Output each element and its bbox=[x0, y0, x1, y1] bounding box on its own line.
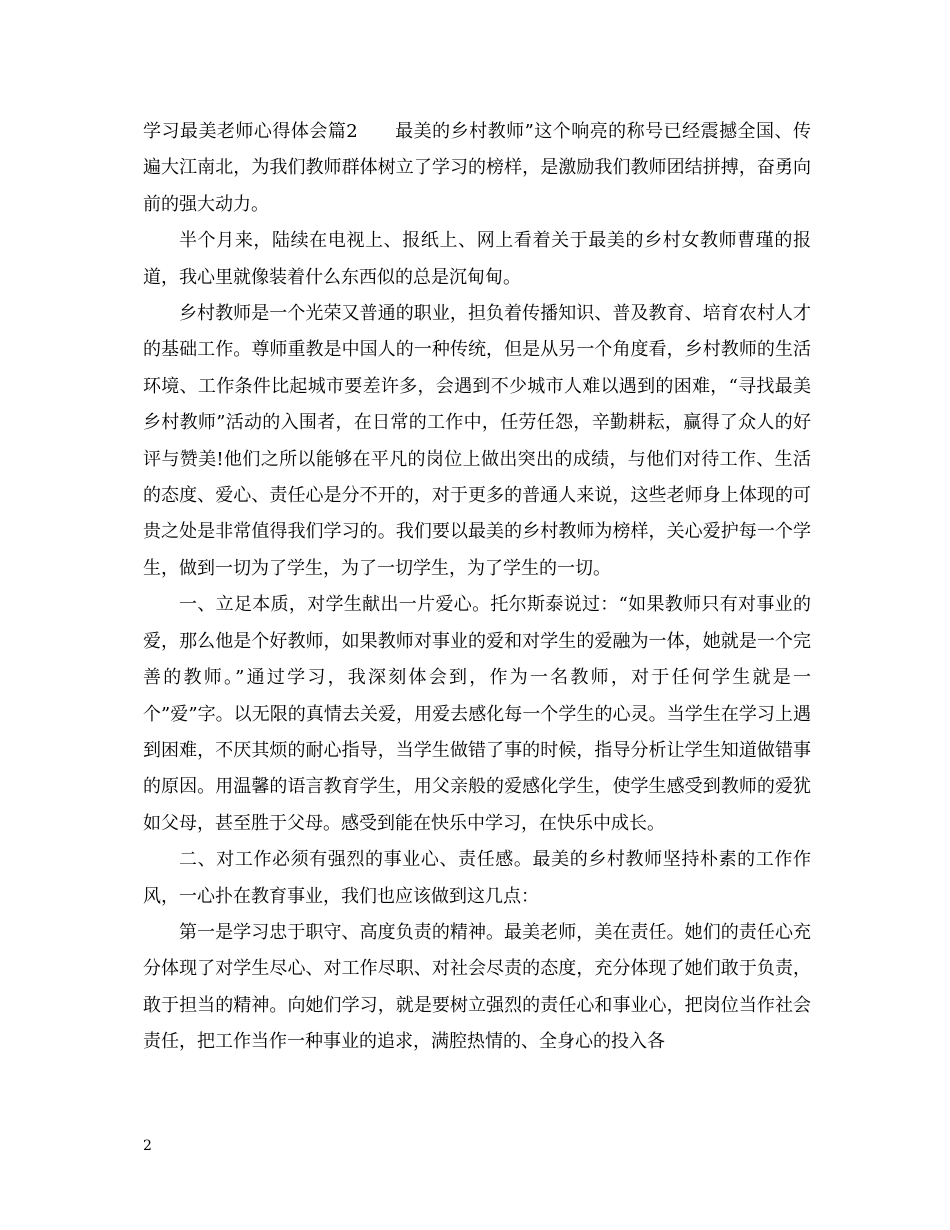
paragraph-1: 学习最美老师心得体会篇2 最美的乡村教师”这个响亮的称号已经震撼全国、传遍大江南北，为我们教师群体树立了学习的榜样，是激励我们教师团结拼搏，奋勇向前的强大动力。 bbox=[143, 121, 811, 215]
body-text bbox=[143, 114, 811, 1061]
paragraph-5: 二、对工作必须有强烈的事业心、责任感。最美的乡村教师坚持朴素的工作作风，一心扑在教育事业，我们也应该做到这几点： bbox=[143, 849, 811, 907]
paragraph-4: 一、立足本质，对学生献出一片爱心。托尔斯泰说过：“如果教师只有对事业的爱，那么他是个好教师，如果教师对事业的爱和对学生的爱融为一体，她就是一个完善的教师。”通过学习，我深刻体会到，作为一名教师，对于任何学生就是一个”爱”字。以无限的真情去关爱，用爱去感化每一个学生的心灵。当学生在学习上遇到困难，不厌其烦的耐心指导，当学生做错了事的时候，指导分析让学生知道做错事的原因。用温馨的语言教育学生，用父亲般的爱感化学生，使学生感受到教师的爱犹如父母，甚至胜于父母。感受到能在快乐中学习，在快乐中成长。 bbox=[143, 594, 811, 834]
page-number: 2 bbox=[143, 1138, 152, 1154]
paragraph-2: 半个月来，陆续在电视上、报纸上、网上看着关于最美的乡村女教师曹瑾的报道，我心里就像装着什么东西似的总是沉甸甸。 bbox=[143, 230, 811, 288]
paragraph-6: 第一是学习忠于职守、高度负责的精神。最美老师，美在责任。她们的责任心充分体现了对学生尽心、对工作尽职、对社会尽责的态度，充分体现了她们敢于负责，敢于担当的精神。向她们学习，就是要树立强烈的责任心和事业心，把岗位当作社会责任，把工作当作一种事业的追求，满腔热情的、全身心的投入各 bbox=[143, 921, 811, 1053]
paragraph-3: 乡村教师是一个光荣又普通的职业，担负着传播知识、普及教育、培育农村人才的基础工作。尊师重教是中国人的一种传统，但是从另一个角度看，乡村教师的生活环境、工作条件比起城市要差许多，会遇到不少城市人难以遇到的困难，“寻找最美乡村教师”活动的入围者，在日常的工作中，任劳任怨，辛勤耕耘，赢得了众人的好评与赞美!他们之所以能够在平凡的岗位上做出突出的成绩，与他们对待工作、生活的态度、爱心、责任心是分不开的，对于更多的普通人来说，这些老师身上体现的可贵之处是非常值得我们学习的。我们要以最美的乡村教师为榜样，关心爱护每一个学生，做到一切为了学生，为了一切学生，为了学生的一切。 bbox=[143, 303, 811, 579]
